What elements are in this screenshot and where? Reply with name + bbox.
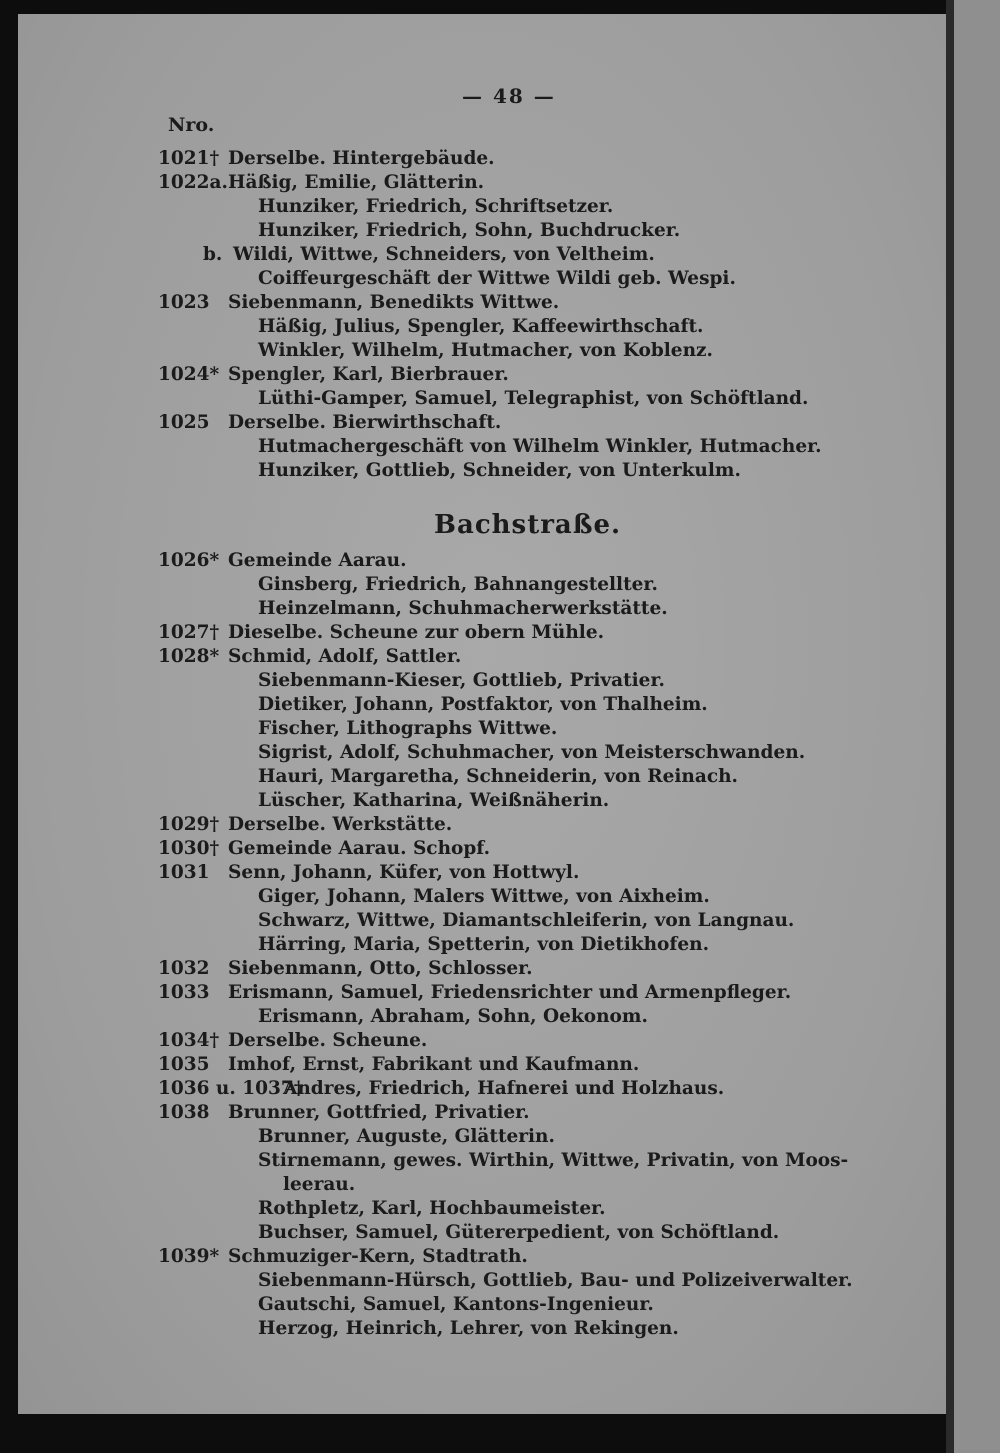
house-number: 1036 u. 1037† [158, 1078, 304, 1099]
adjacent-page-edge [954, 0, 1000, 1453]
resident-text: Herzog, Heinrich, Lehrer, von Rekingen. [258, 1318, 679, 1339]
resident-text: Rothpletz, Karl, Hochbaumeister. [258, 1198, 606, 1219]
resident-text: Erismann, Abraham, Sohn, Oekonom. [258, 1006, 648, 1027]
house-number: 1022a. [158, 172, 228, 193]
resident-text: leerau. [283, 1174, 356, 1195]
resident-text: Imhof, Ernst, Fabrikant und Kaufmann. [228, 1054, 640, 1075]
resident-text: Hunziker, Friedrich, Sohn, Buchdrucker. [258, 220, 681, 241]
house-number: b. [203, 244, 223, 265]
resident-text: Siebenmann, Otto, Schlosser. [228, 958, 533, 979]
house-number: 1027† [158, 622, 220, 643]
street-heading: Bachstraße. [434, 510, 622, 540]
resident-text: Giger, Johann, Malers Wittwe, von Aixheim. [258, 886, 710, 907]
resident-text: Stirnemann, gewes. Wirthin, Wittwe, Privatin, von Moos- [258, 1150, 849, 1171]
resident-text: Senn, Johann, Küfer, von Hottwyl. [228, 862, 580, 883]
house-number: 1038 [158, 1102, 210, 1123]
resident-text: Hunziker, Gottlieb, Schneider, von Unterkulm. [258, 460, 741, 481]
resident-text: Härring, Maria, Spetterin, von Dietikhofen. [258, 934, 710, 955]
resident-text: Lüthi-Gamper, Samuel, Telegraphist, von Schöftland. [258, 388, 809, 409]
resident-text: Siebenmann-Kieser, Gottlieb, Privatier. [258, 670, 665, 691]
resident-text: Brunner, Gottfried, Privatier. [228, 1102, 530, 1123]
resident-text: Fischer, Lithographs Wittwe. [258, 718, 558, 739]
house-number: 1024* [158, 364, 220, 385]
resident-text: Siebenmann, Benedikts Wittwe. [228, 292, 560, 313]
resident-text: Häßig, Julius, Spengler, Kaffeewirthschaft. [258, 316, 704, 337]
resident-text: Schmuziger-Kern, Stadtrath. [228, 1246, 528, 1267]
house-number: 1032 [158, 958, 210, 979]
resident-text: Schwarz, Wittwe, Diamantschleiferin, von Langnau. [258, 910, 795, 931]
resident-text: Hauri, Margaretha, Schneiderin, von Reinach. [258, 766, 738, 787]
house-number: 1034† [158, 1030, 220, 1051]
resident-text: Derselbe. Bierwirthschaft. [228, 412, 502, 433]
resident-text: Andres, Friedrich, Hafnerei und Holzhaus. [283, 1078, 725, 1099]
resident-text: Hunziker, Friedrich, Schriftsetzer. [258, 196, 614, 217]
resident-text: Ginsberg, Friedrich, Bahnangestellter. [258, 574, 658, 595]
resident-text: Spengler, Karl, Bierbrauer. [228, 364, 509, 385]
resident-text: Coiffeurgeschäft der Wittwe Wildi geb. Wespi. [258, 268, 736, 289]
house-number: 1023 [158, 292, 210, 313]
resident-text: Dietiker, Johann, Postfaktor, von Thalheim. [258, 694, 708, 715]
house-number: 1021† [158, 148, 220, 169]
house-number: 1026* [158, 550, 220, 571]
resident-text: Buchser, Samuel, Gütererpedient, von Schöftland. [258, 1222, 780, 1243]
resident-text: Derselbe. Hintergebäude. [228, 148, 495, 169]
resident-text: Wildi, Wittwe, Schneiders, von Veltheim. [233, 244, 655, 265]
page-number: — 48 — [462, 84, 556, 108]
resident-text: Hutmachergeschäft von Wilhelm Winkler, Hutmacher. [258, 436, 822, 457]
resident-text: Gemeinde Aarau. [228, 550, 407, 571]
house-number: 1035 [158, 1054, 210, 1075]
resident-text: Schmid, Adolf, Sattler. [228, 646, 462, 667]
resident-text: Häßig, Emilie, Glätterin. [228, 172, 485, 193]
resident-text: Dieselbe. Scheune zur obern Mühle. [228, 622, 605, 643]
resident-text: Lüscher, Katharina, Weißnäherin. [258, 790, 610, 811]
house-number: 1030† [158, 838, 220, 859]
house-number: 1029† [158, 814, 220, 835]
house-number: 1039* [158, 1246, 220, 1267]
resident-text: Heinzelmann, Schuhmacherwerkstätte. [258, 598, 668, 619]
house-number: 1031 [158, 862, 210, 883]
resident-text: Derselbe. Scheune. [228, 1030, 428, 1051]
house-number: 1033 [158, 982, 210, 1003]
resident-text: Erismann, Samuel, Friedensrichter und Armenpfleger. [228, 982, 792, 1003]
resident-text: Gautschi, Samuel, Kantons-Ingenieur. [258, 1294, 654, 1315]
page-gutter [946, 0, 954, 1453]
resident-text: Gemeinde Aarau. Schopf. [228, 838, 491, 859]
house-number: 1028* [158, 646, 220, 667]
house-number: 1025 [158, 412, 210, 433]
resident-text: Siebenmann-Hürsch, Gottlieb, Bau- und Polizeiverwalter. [258, 1270, 853, 1291]
column-label-nro: Nro. [168, 114, 215, 136]
resident-text: Sigrist, Adolf, Schuhmacher, von Meisterschwanden. [258, 742, 806, 763]
resident-text: Brunner, Auguste, Glätterin. [258, 1126, 555, 1147]
resident-text: Derselbe. Werkstätte. [228, 814, 453, 835]
resident-text: Winkler, Wilhelm, Hutmacher, von Koblenz. [258, 340, 713, 361]
